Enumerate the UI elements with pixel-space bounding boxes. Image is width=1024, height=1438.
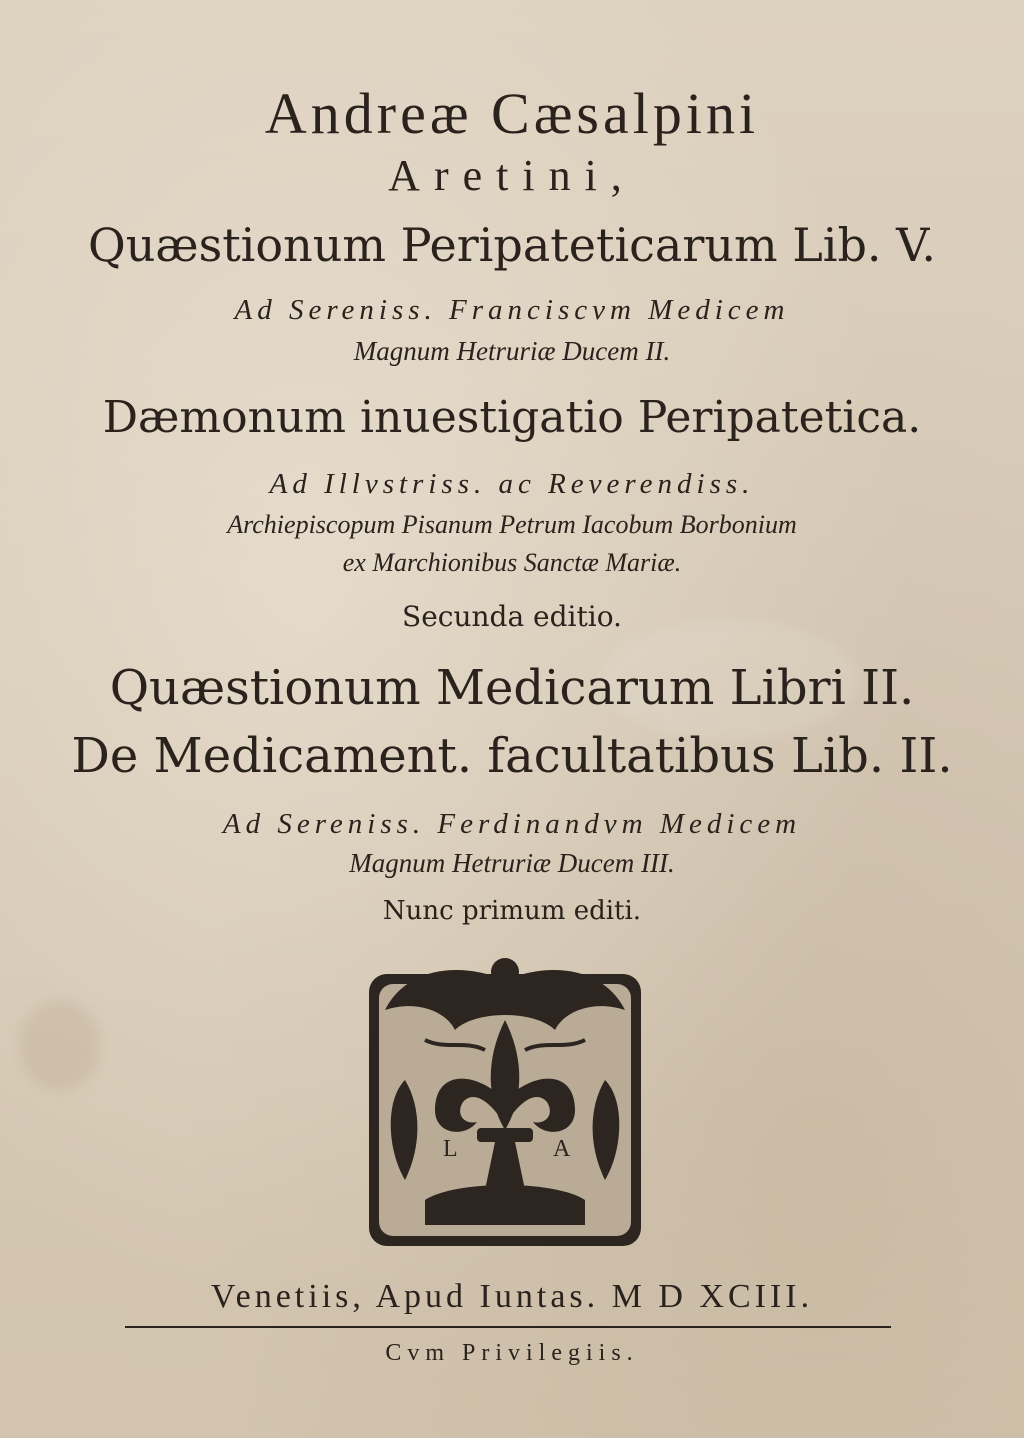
mark-initial-left: L (443, 1136, 458, 1162)
dedication-line: Ad Sereniss. Ferdinandvm Medicem (222, 808, 802, 840)
dedicatee-line: Magnum Hetruriæ Ducem III. (349, 848, 675, 878)
work-title-quaestiones-medicae: Quæstionum Medicarum Libri II. (109, 660, 915, 716)
author-origin: Aretini, (388, 151, 636, 200)
paper-stain (20, 1000, 100, 1090)
author-name: Andreæ Cæsalpini (264, 81, 760, 146)
privilege-line: Cvm Privilegiis. (385, 1340, 639, 1366)
edition-note: Secunda editio. (402, 600, 622, 633)
fleur-de-lis-woodcut-icon (365, 950, 645, 1250)
mark-initial-right: A (553, 1136, 571, 1162)
first-edition-note: Nunc primum editi. (382, 896, 642, 926)
dedication-line: Ad Sereniss. Franciscvm Medicem (234, 294, 790, 326)
dedicatee-line: Magnum Hetruriæ Ducem II. (353, 336, 671, 366)
imprint: Venetiis, Apud Iuntas. M D XCIII. (210, 1278, 814, 1315)
work-title-daemonum: Dæmonum inuestigatio Peripatetica. (102, 392, 922, 443)
divider-rule (125, 1326, 891, 1328)
work-title-de-medicament: De Medicament. facultatibus Lib. II. (71, 728, 953, 784)
dedicatee-line: ex Marchionibus Sanctæ Mariæ. (342, 548, 682, 577)
work-title-quaestiones-peripateticae: Quæstionum Peripateticarum Lib. V. (88, 218, 936, 272)
dedicatee-line: Archiepiscopum Pisanum Petrum Iacobum Borbonium (227, 510, 797, 539)
dedication-line: Ad Illvstriss. ac Reverendiss. (269, 468, 755, 500)
